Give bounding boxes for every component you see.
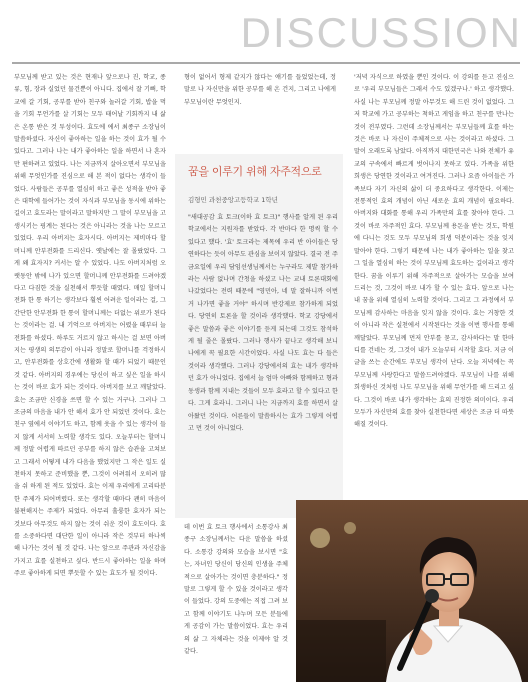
essay-title: 꿈을 이루기 위해 자주적으로: [188, 165, 322, 178]
column-2-bottom-text: 데 이번 효 토크 행사에서 소통강사 최종구 소장님께서는 다운 말씀을 하셨다. 소통강 강의와 모습을 보시면 "효는, 자녀인 당신이 당신의 인생을 주체적으로 살아가는 것이면 충분하다." 정말로 그렇게 할 수 있을 것이라고 생각이 들었다. 강의 도중에는 직접 그려 보고 함께 이야기도 나누며 모든 분들에게 공감이 가는 말씀이었다. 효는 우리의 삶 그 자체라는 것을 이제야 알 것 같다.: [184, 524, 288, 656]
article-column-2-bottom: [184, 522, 288, 678]
article-column-2-top: [184, 72, 336, 124]
article-column-1: [14, 72, 166, 676]
column-2-top-text: 형이 없어서 형제 같지가 않다는 얘기를 들었었는데, 정말로 나 자신만을 위한 공부를 해 온 건지, 그리고 나에게 부모님이란 무엇인지.: [184, 74, 336, 106]
student-speaking-photo: [296, 500, 528, 682]
section-header: DISCUSSION: [240, 9, 522, 56]
essay-body-text: "새대공감 효 토크(이하 효 토크)" 행사를 알게 된 우리 학교에서는 지원자를 받았다. 각 반마다 한 명씩 할 수 있다고 했다. '효' 토크라는 제목에 우리 반 아이들은 당연하다는 듯이 아무도 관심을 보이지 않았다. 결국 전 주 금요일에 우리 담임선생님께서는 누구라도 제발 참가하라는 사람 없나며 간청을 하셨고 나는 교내 토론대회에 나갔었다는 전력 때문에 "영민아, 네 말 잘하니까 이번 거 나가면 좋을 거야" 하시며 반강제로 참가하게 되었다. 당연히 토론을 할 것이라 생각했다. 학교 강당에서 좋은 말씀과 좋은 이야기를 듣게 되는데 그것도 참석하게 될 줄은 몰랐다. 그러나 행사가 끝나고 생각해 보니 나에게 꼭 필요한 시간이었다. 사실 나도 효는 다 들은 것이라 생각했다. 그러나 강당에서의 효는 내가 생각하던 효가 아니었다. 집에서 늘 엄마 아빠와 함께하고 형과 동생과 함께 지내는 것들이 모두 효라고 할 수 있다고 한다. 그게 효라니. 그러니 나는 지금까지 효를 하면서 살아왔던 것이다. 어른들이 말씀하시는 효가 그렇게 어렵고 먼 것이 아니었다.: [188, 214, 338, 432]
header-rule: [12, 62, 520, 64]
column-3-text: '저녁 자식으로 하였을 뿐인 것이다. 이 강의를 듣고 진심으로 '우리 부모님들은 그래서 수도 있겠구나.' 하고 생각했다. 사실 나는 부모님께 정말 아무것도 해 드린 것이 없었다. 그저 학교에 가고 공부하는 척하고 게임을 하고 친구를 만나는 것이 전부였다. 그런데 소장님께서는 부모님들께 효를 하는 것은 바로 나 자신이 주체적으로 사는 것이라고 하셨다. 그 말이 오래도록 남았다. 아직까지 대한민국은 나와 전체가 유교의 구속에서 빠르게 벗어나지 못하고 있다. 가족을 위한 희생은 당연한 것이라고 여겨진다. 그러나 요즘 아이들은 가족보다 자기 자신의 삶이 더 중요하다고 생각한다. 이제는 전통적인 효의 개념이 아닌 새로운 효의 개념이 필요하다. 아버지와 대화를 통해 우리 가족만의 효를 찾아야 한다. 그것이 바로 자주적인 효다. 부모님께 용돈을 받는 것도, 학원에 다니는 것도 모두 부모님의 희생 덕분이라는 것을 잊지 말아야 한다. 그렇기 때문에 나는 내가 좋아하는 일을 찾고 그 일을 열심히 하는 것이 부모님께 효도하는 길이라고 생각한다. 꿈을 이루기 위해 자주적으로 살아가는 모습을 보여 드리는 것, 그것이 바로 내가 할 수 있는 효다. 앞으로 나는 내 꿈을 위해 열심히 노력할 것이다. 그리고 그 과정에서 부모님께 감사하는 마음을 잊지 않을 것이다. 효는 거창한 것이 아니라 작은 실천에서 시작된다는 것을 이번 행사를 통해 깨달았다. 부모님께 먼저 안부를 묻고, 감사하다는 말 한마디를 건네는 것, 그것이 내가 오늘부터 시작할 효다. 지금 이 글을 쓰는 순간에도 부모님 생각이 난다. 오늘 저녁에는 꼭 부모님께 사랑한다고 말씀드려야겠다. 부모님이 나를 위해 희생하신 것처럼 나도 부모님을 위해 무언가를 해 드리고 싶다. 그것이 바로 내가 생각하는 효의 진정한 의미이다. 우리 모두가 자신만의 효를 찾아 실천한다면 세상은 조금 더 따뜻해질 것이다.: [354, 74, 514, 429]
essay-body: [188, 212, 338, 512]
column-1-text: 부모님께 받고 있는 것은 현재나 앞으로나 진, 학교, 종류, 힘, 장과 실었던 물건뿐이 아니다. 집에서 잘 기뻐, 학교에 갈 기회, 공부를 받아 친구와 놀러갈 기회, 밥을 먹을 기회 무언가를 살 기회는 모두 태어날 기회까지 내 삶은 온통 받은 것 투성이다. 효도에 에서 최종구 소장님이 말씀하셨다. 자신이 좋아하는 일을 하는 것이 효가 될 수 있다고. 그러나 나는 내가 좋아하는 일을 하면서 나 혼자만 편하려고 있었다. 나는 지금까지 살아오면서 부모님을 위해 무엇인가를 진심으로 해 본 적이 없다는 생각이 들었다. 사람들은 공부를 열심히 하고 좋은 성적을 받아 좋은 대학에 들어가는 것이 자식과 부모님을 동시에 위하는 길이고 효도라는 말이라고 말하지만 그 말이 부모님을 고생시키는 핑계는 된다는 것은 아니라는 것을 나는 모르고 있었다. 우리 아버지는 효자시다. 아버지는 제비마다 할머니께 안부전화를 드리신다. 옛날에는 잘 몰랐었다. 그게 왜 효자지? 커서는 알 수 있었다. 나도 아버지처럼 오랫동안 밖에 나가 있으면 할머니께 안부전화를 드려야겠다고 다짐한 것을 실천해서 뿌듯할 때였다. 매일 할머니 전화 한 통 하기는 생각보다 훨씬 어려운 일이라는 걸, 그 간단한 안부전화 한 통이 할머니께는 더없는 위로가 된다는 것이라는 걸. 내 기억으로 아버지는 어렸을 때부터 늘 전화를 하셨다. 하루도 거르지 않고 하시는 걸 보면 아버지는 평생의 의무감이 아니라 정말로 할머니를 걱정하시고, 안부전화를 상호간에 생활화 할 때가 되었기 때문인 것 같다. 아버지의 경우에는 당신이 하고 싶은 일을 하시는 것이 바로 효가 되는 것이다. 아버지를 보고 깨달았다. 효는 조금만 신경을 쓰면 할 수 있는 거구나. 그러나 그 조금의 마음을 내가 안 해서 효가 안 되었던 것이다. 효는 친구 옆에서 이야기도 하고, 함께 웃을 수 있는 생각이 들지 않게 서서히 노력할 생각도 있다. 오늘부터는 할머니께 정말 어렵게 따르던 공부를 하지 않은 습관을 고쳐보고 그래서 어떻게 내가 다음을 했었지만 그 작은 일도 실천하지 못하고 준비했을 뿐, 그것이 어려워서 오히려 많을 쉬 하게 된 적도 있었다. 효는 이제 우리에게 고리타분한 주제가 되어버렸다. 또는 생각할 때마다 괜히 마음이 불편해지는 주제가 되었다. 아무리 훌륭한 효자가 되는 것보다 아무것도 하지 않는 것이 쉬운 것이 효도이다. 효를 소중하다면 대단한 일이 아니라 작은 것부터 하나씩 해 나가는 것이 될 것 같다. 나는 앞으로 주관과 자신감을 가지고 효를 실천하고 싶다. 반드시 좋아하는 일을 하며 주로 좋아하게 되면 뿌듯할 수 있는 효도가 될 것이다.: [14, 74, 166, 578]
essay-byline: 김형민 과천중앙고등학교 1학년: [188, 196, 278, 204]
